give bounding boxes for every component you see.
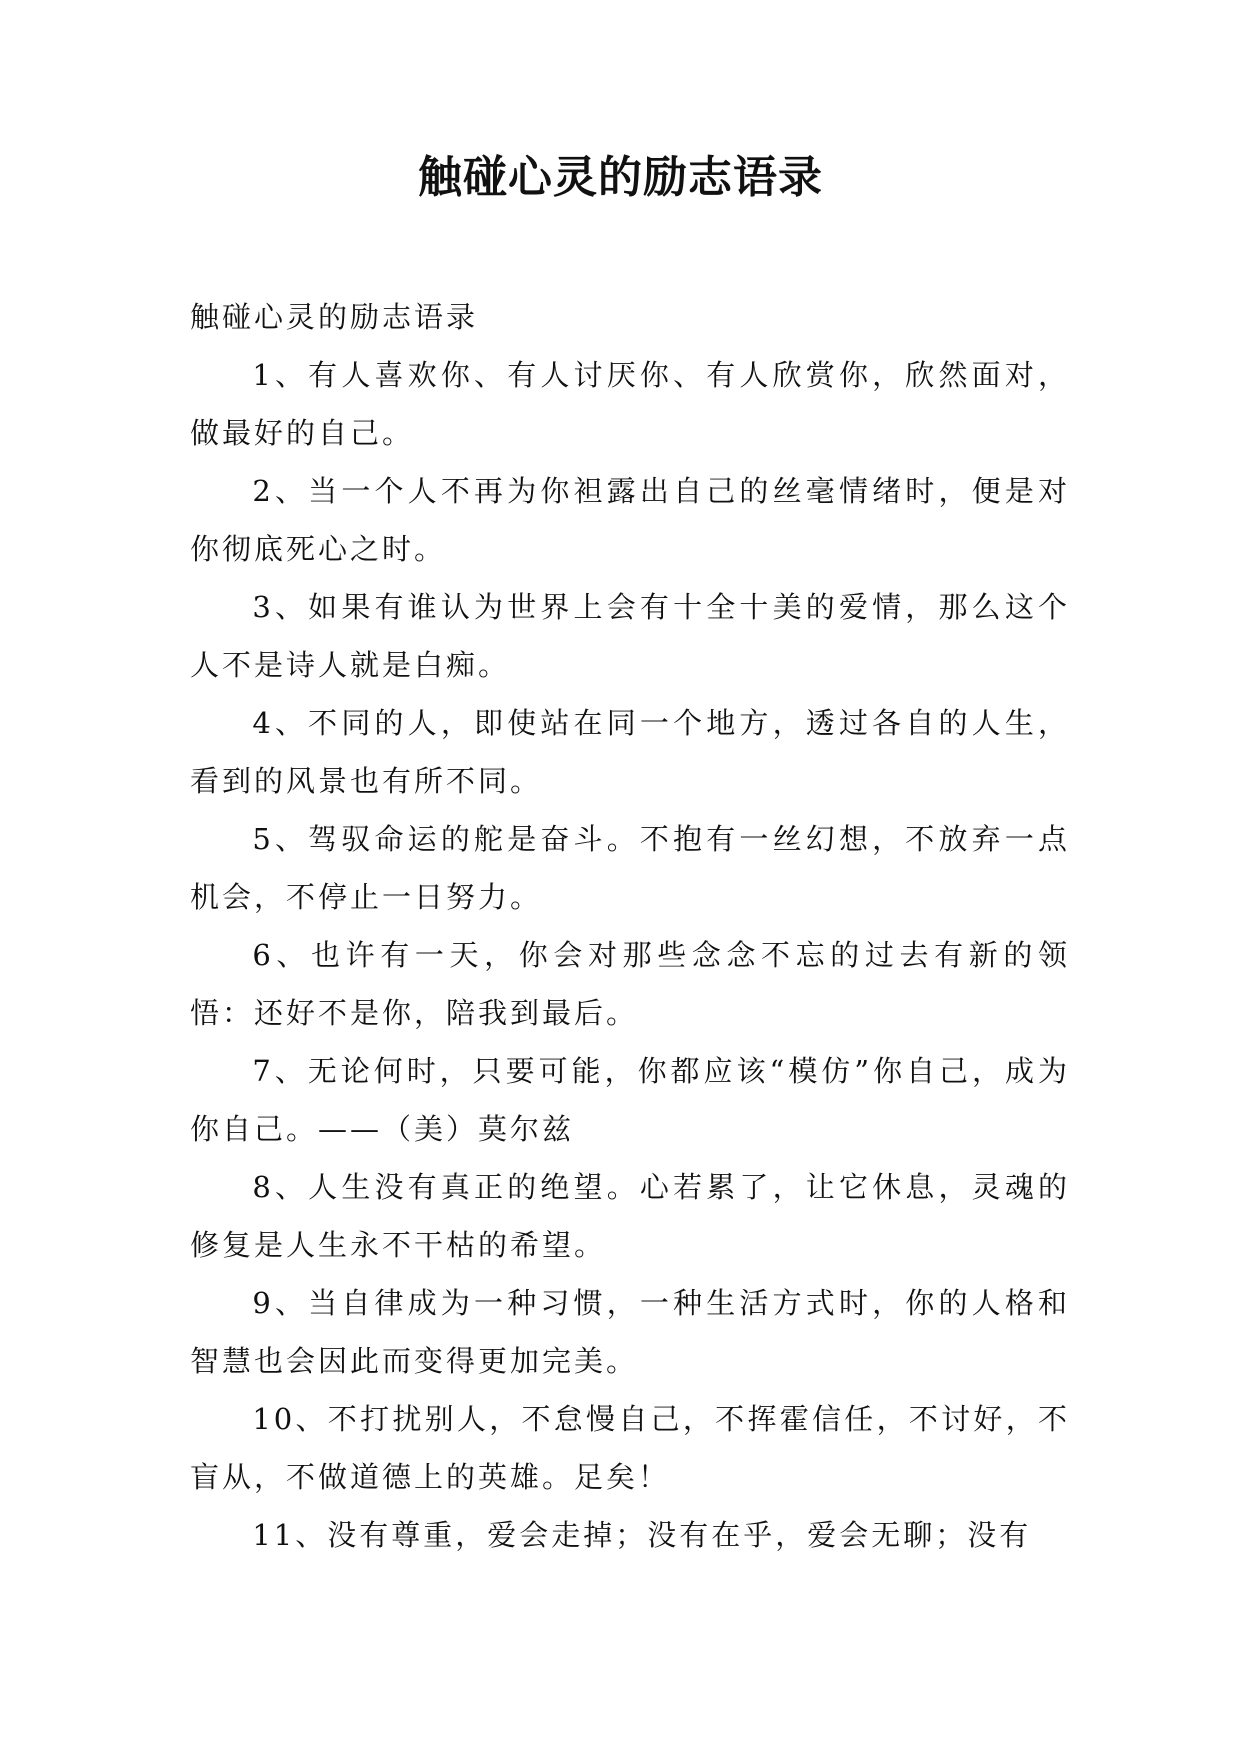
paragraph-9: 9、当自律成为一种习惯，一种生活方式时，你的人格和智慧也会因此而变得更加完美。	[190, 1286, 1070, 1378]
paragraph-5: 5、驾驭命运的舵是奋斗。不抱有一丝幻想，不放弃一点机会，不停止一日努力。	[190, 822, 1070, 914]
paragraph-1: 1、有人喜欢你、有人讨厌你、有人欣赏你，欣然面对，做最好的自己。	[190, 358, 1070, 450]
paragraph-2: 2、当一个人不再为你袒露出自己的丝毫情绪时，便是对你彻底死心之时。	[190, 474, 1070, 566]
paragraph-6: 6、也许有一天，你会对那些念念不忘的过去有新的领悟：还好不是你，陪我到最后。	[190, 938, 1070, 1030]
paragraph-8: 8、人生没有真正的绝望。心若累了，让它休息，灵魂的修复是人生永不干枯的希望。	[190, 1170, 1070, 1262]
document-title: 触碰心灵的励志语录	[418, 152, 823, 203]
document-body	[190, 288, 1070, 1564]
paragraph-7: 7、无论何时，只要可能，你都应该“模仿”你自己，成为你自己。——（美）莫尔兹	[190, 1054, 1070, 1146]
paragraph-3: 3、如果有谁认为世界上会有十全十美的爱情，那么这个人不是诗人就是白痴。	[190, 590, 1070, 682]
document-subtitle: 触碰心灵的励志语录	[190, 300, 479, 334]
paragraph-10: 10、不打扰别人，不怠慢自己，不挥霍信任，不讨好，不盲从，不做道德上的英雄。足矣！	[190, 1402, 1070, 1494]
paragraph-4: 4、不同的人，即使站在同一个地方，透过各自的人生，看到的风景也有所不同。	[190, 706, 1070, 798]
paragraph-11: 11、没有尊重，爱会走掉；没有在乎，爱会无聊；没有	[252, 1518, 1032, 1552]
